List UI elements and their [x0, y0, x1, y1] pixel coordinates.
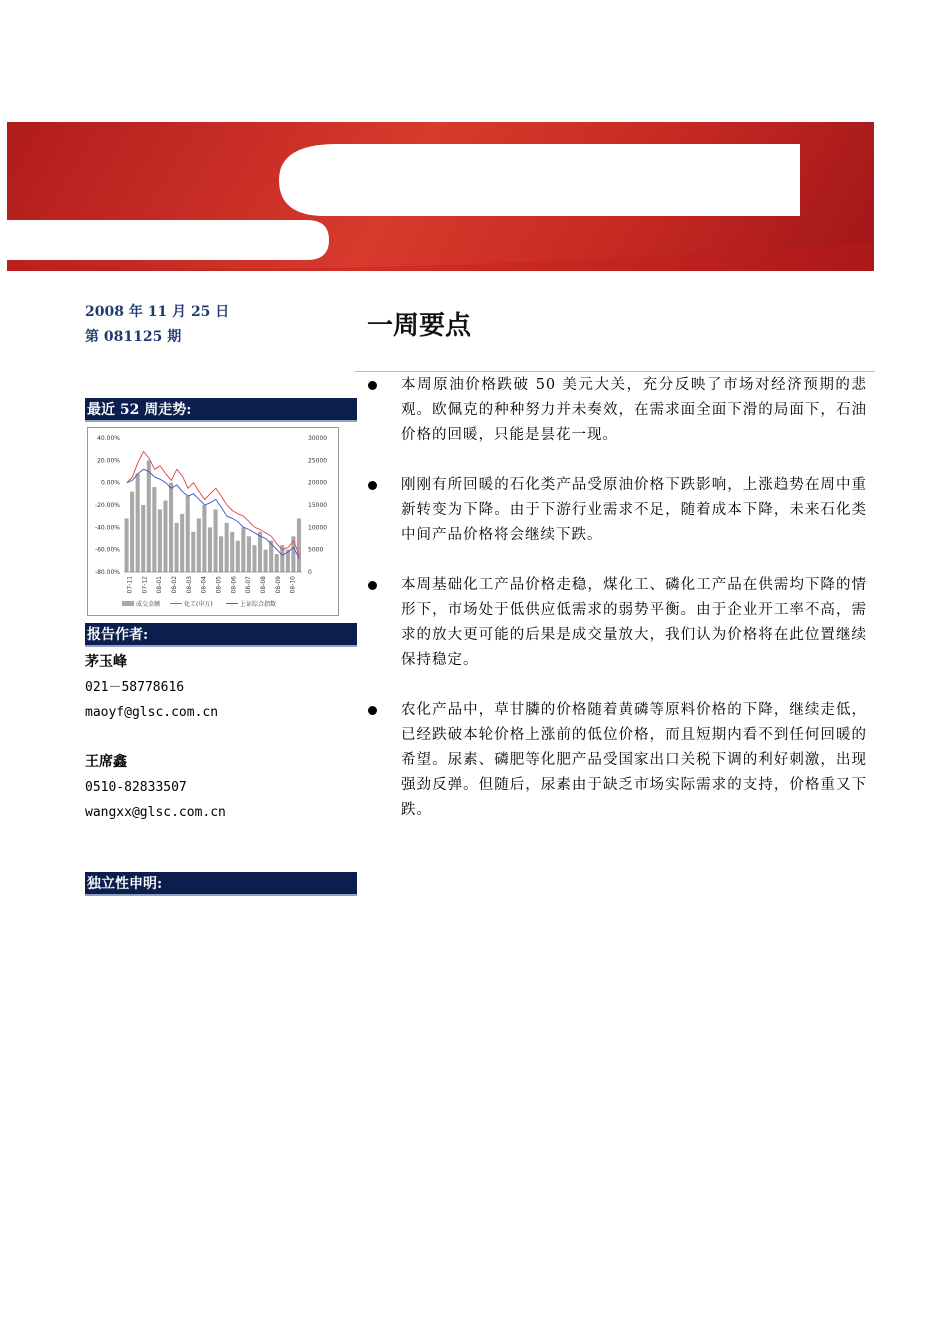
right-axis-tick-label: 20000	[308, 479, 328, 487]
volume-bar	[197, 518, 201, 572]
x-axis-tick-label: 07-12	[141, 576, 149, 594]
legend-label: 成交金额	[136, 601, 161, 608]
volume-bar	[219, 536, 223, 572]
legend-swatch-volume	[122, 601, 134, 606]
volume-bar	[264, 550, 268, 572]
x-axis-tick-label: 08-09	[274, 576, 282, 594]
trend-chart-svg	[88, 428, 338, 615]
right-axis-tick-label: 25000	[308, 457, 328, 465]
authors-section-header: 报告作者:	[85, 623, 357, 647]
legend-label: 化工(申万)	[184, 601, 213, 608]
bullet-icon	[368, 481, 377, 490]
x-axis-tick-label: 08-05	[215, 576, 223, 594]
left-axis-tick-label: -20.00%	[94, 502, 120, 509]
list-item	[367, 373, 867, 448]
volume-bar	[158, 509, 162, 572]
list-item	[367, 473, 867, 548]
bullet-icon	[368, 581, 377, 590]
volume-bar	[258, 532, 262, 572]
volume-bar	[125, 518, 129, 572]
volume-bar	[191, 532, 195, 572]
report-date: 2008 年 11 月 25 日	[85, 304, 230, 320]
right-axis-tick-label: 15000	[308, 502, 328, 509]
volume-bar	[236, 541, 240, 572]
volume-bar	[136, 474, 140, 572]
volume-bar	[147, 460, 151, 572]
right-axis-tick-label: 10000	[308, 524, 328, 532]
independence-section-header: 独立性申明:	[85, 872, 357, 896]
list-item-text: 本周原油价格跌破 50 美元大关，充分反映了市场对经济预期的悲观。欧佩克的种种努力并未奏效，在需求面全面下滑的局面下，石油价格的回暖，只能是昙花一现。	[401, 377, 867, 443]
x-axis-tick-label: 08-08	[259, 576, 267, 594]
volume-bar	[214, 509, 218, 572]
volume-bar	[230, 532, 234, 572]
author-phone: 021－58778616	[85, 680, 185, 695]
author-name: 王席鑫	[85, 754, 127, 770]
list-item-text: 农化产品中，草甘膦的价格随着黄磷等原料价格的下降，继续走低，已经跌破本轮价格上涨前的低位价格，而且短期内看不到任何回暖的希望。尿素、磷肥等化肥产品受国家出口关税下调的利好刺激，出现强劲反弹。但随后，尿素由于缺乏市场实际需求的支持，价格重又下跌。	[401, 702, 867, 818]
trend-section-header: 最近 52 周走势:	[85, 398, 357, 422]
list-item	[367, 698, 867, 823]
volume-bar	[297, 518, 301, 572]
right-axis-tick-label: 0	[308, 569, 312, 576]
x-axis-tick-label: 08-04	[200, 576, 208, 594]
volume-bar	[163, 501, 167, 572]
left-axis-tick-label: -40.00%	[94, 524, 120, 532]
x-axis-tick-label: 08-03	[185, 576, 193, 594]
header-banner	[7, 122, 874, 271]
author-phone: 0510-82833507	[85, 780, 187, 795]
banner-shapes	[7, 122, 874, 271]
volume-bar	[252, 545, 256, 572]
x-axis-tick-label: 08-06	[230, 576, 238, 594]
right-axis-tick-label: 30000	[308, 435, 328, 442]
authors-block	[85, 650, 226, 825]
volume-bar	[247, 536, 251, 572]
bullet-icon	[368, 706, 377, 715]
volume-bar	[275, 554, 279, 572]
key-points-list	[367, 373, 867, 848]
volume-bar	[202, 505, 206, 572]
volume-bar	[175, 523, 179, 572]
left-axis-tick-label: -60.00%	[94, 546, 120, 554]
report-issue: 第 081125 期	[85, 329, 182, 345]
volume-bar	[208, 527, 212, 572]
left-axis-tick-label: 0.00%	[100, 479, 120, 487]
author-email[interactable]: wangxx@glsc.com.cn	[85, 805, 226, 820]
x-axis-tick-label: 08-01	[156, 576, 164, 594]
volume-bar	[241, 527, 245, 572]
bullet-icon	[368, 381, 377, 390]
report-meta	[85, 300, 229, 350]
legend-label: 上证综合指数	[240, 601, 277, 608]
author-name: 茅玉峰	[85, 654, 127, 670]
volume-bar	[130, 492, 134, 572]
left-axis-tick-label: -80.00%	[94, 569, 120, 576]
left-axis-tick-label: 20.00%	[97, 457, 120, 465]
x-axis-tick-label: 07-11	[126, 576, 134, 594]
volume-bar	[169, 483, 173, 572]
x-axis-tick-label: 08-02	[170, 576, 178, 594]
right-axis-tick-label: 5000	[308, 546, 324, 554]
list-item-text: 本周基础化工产品价格走稳，煤化工、磷化工产品在供需均下降的情形下，市场处于低供应低需求的弱势平衡。由于企业开工率不高，需求的放大更可能的后果是成交量放大，我们认为价格将在此位置继续保持稳定。	[401, 577, 867, 668]
volume-bar	[225, 523, 229, 572]
title-divider	[355, 371, 875, 372]
x-axis-tick-label: 08-10	[289, 576, 297, 594]
author-email[interactable]: maoyf@glsc.com.cn	[85, 705, 219, 720]
volume-bar	[152, 487, 156, 572]
volume-bar	[141, 505, 145, 572]
list-item-text: 刚刚有所回暖的石化类产品受原油价格下跌影响，上涨趋势在周中重新转变为下降。由于下游行业需求不足，随着成本下降，未来石化类中间产品价格将会继续下跌。	[401, 477, 867, 543]
page-title: 一周要点	[367, 311, 472, 341]
trend-chart	[87, 427, 339, 616]
left-axis-tick-label: 40.00%	[97, 435, 120, 442]
volume-bar	[180, 514, 184, 572]
volume-bar	[186, 496, 190, 572]
x-axis-tick-label: 08-07	[245, 576, 253, 594]
list-item	[367, 573, 867, 673]
